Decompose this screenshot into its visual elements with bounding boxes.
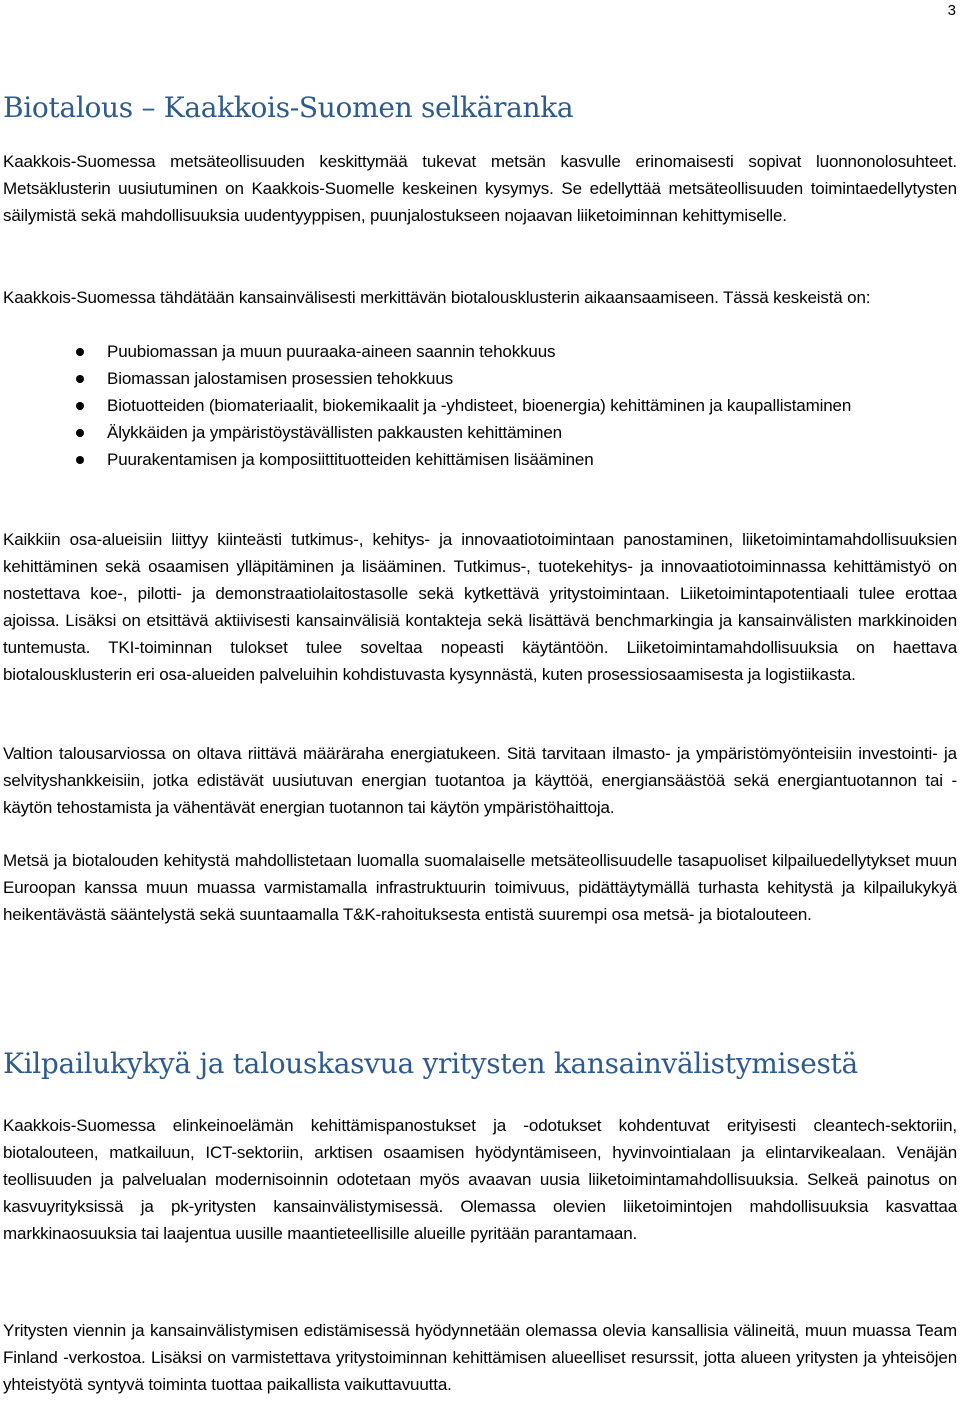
list-item (3, 339, 957, 366)
list-item-text: Biomassan jalostamisen prosessien tehokkuus (107, 368, 454, 388)
focus-list (3, 339, 957, 474)
page-number: 3 (947, 2, 956, 19)
list-item-text: Älykkäiden ja ympäristöystävällisten pakkausten kehittäminen (107, 422, 562, 442)
list-item-text: Puubiomassan ja muun puuraaka-aineen saannin tehokkuus (107, 342, 556, 361)
list-item (3, 393, 957, 420)
paragraph-intro: Kaakkois-Suomessa metsäteollisuuden keskittymää tukevat metsän kasvulle erinomaisesti sopivat luonnonolosuhteet. Metsäklusterin uusiutuminen on Kaakkois-Suomelle keskeinen kysymys. Se edellyttää metsäteollisuuden toimintaedellytysten säilymistä sekä mahdollisuuksia uudentyyppisen, puunjalostukseen nojaavan liiketoiminnan kehittymiselle. (3, 152, 957, 225)
section-heading-biotalous: Biotalous – Kaakkois-Suomen selkäranka (3, 91, 574, 124)
bullet-icon (76, 429, 84, 437)
paragraph-business-development: Kaakkois-Suomessa elinkeinoelämän kehittämispanostukset ja -odotukset kohdentuvat erityisesti cleantech-sektoriin, biotalouteen, matkailuun, ICT-sektoriin, arktisen osaamisen hyödyntämiseen, hyvinvointialaan ja elintarvikealaan. Venäjän teollisuuden ja palvelualan modernisoinnin odotetaan myös avaavan uusia liiketoimintamahdollisuuksia. Selkeä painotus on kasvuyrityksissä ja pk-yritysten kansainvälistymisessä. Olemassa olevien liiketoimintojen mahdollisuuksia kasvattaa markkinaosuuksia tai laajentua uusille maantieteellisille alueille pyritään parantamaan. (3, 1116, 957, 1243)
paragraph-forest-bioeconomy: Metsä ja biotalouden kehitystä mahdollistetaan luomalla suomalaiselle metsäteollisuudelle tasapuoliset kilpailuedellytykset muun Euroopan kanssa muun muassa varmistamalla infrastruktuurin toimivuus, pidättäytymällä turhasta kehitystä ja kilpailukykyä heikentävästä sääntelystä sekä suuntaamalla T&K-rahoituksesta entistä suurempi osa metsä- ja biotalouteen. (3, 851, 957, 924)
paragraph-focus: Kaakkois-Suomessa tähdätään kansainvälisesti merkittävän biotalousklusterin aikaansaamiseen. Tässä keskeistä on: (3, 288, 871, 307)
list-item (3, 447, 957, 474)
list-item-text: Biotuotteiden (biomateriaalit, biokemikaalit ja -yhdisteet, bioenergia) kehittäminen ja kaupallistaminen (107, 395, 852, 415)
paragraph-energy-support: Valtion talousarviossa on oltava riittävä määräraha energiatukeen. Sitä tarvitaan ilmasto- ja ympäristömyönteisiin investointi- ja selvityshankkeisiin, jotka edistävät uusiutuvan energian tuotantoa ja käyttöä, energiansäästöä sekä energiantuotannon tai -käytön tehostamista ja vähentävät energian tuotannon tai käytön ympäristöhaittoja. (3, 744, 957, 817)
list-item-text: Puurakentamisen ja komposiittituotteiden kehittämisen lisääminen (107, 449, 594, 469)
bullet-icon (76, 456, 84, 464)
paragraph-export-promotion: Yritysten viennin ja kansainvälistymisen edistämisessä hyödynnetään olemassa olevia kansallisia välineitä, muun muassa Team Finland -verkostoa. Lisäksi on varmistettava yritystoiminnan kehittämisen alueelliset resurssit, jotta alueen yritysten ja yhteisöjen yhteistyötä syntyvä toiminta tuottaa paikallista vaikuttavuutta. (3, 1321, 957, 1394)
section-heading-kilpailukyky: Kilpailukykyä ja talouskasvua yritysten kansainvälistymisestä (3, 1047, 858, 1080)
bullet-icon (76, 348, 84, 356)
list-item (3, 366, 957, 393)
bullet-icon (76, 375, 84, 383)
bullet-icon (76, 402, 84, 410)
list-item (3, 420, 957, 447)
paragraph-rd-investment: Kaikkiin osa-alueisiin liittyy kiinteästi tutkimus-, kehitys- ja innovaatiotoimintaan panostaminen, liiketoimintamahdollisuuksien kehittäminen sekä osaamisen ylläpitäminen ja lisääminen. Tutkimus-, tuotekehitys- ja innovaatiotoiminnassa kehittämistyö on nostettava koe-, pilotti- ja demonstraatiolaitostasolle sekä kytkettävä yritystoimintaan. Liiketoimintapotentiaali tulee erottaa ajoissa. Lisäksi on etsittävä aktiivisesti kansainvälisiä kontakteja sekä lisättävä benchmarkingia ja kansainvälisten markkinoiden tuntemusta. TKI-toiminnan tulokset tulee soveltaa nopeasti käytäntöön. Liiketoimintamahdollisuuksia on haettava biotalousklusterin eri osa-alueiden palveluihin kohdistuvasta kysynnästä, kuten prosessiosaamisesta ja logistiikasta. (3, 530, 957, 684)
